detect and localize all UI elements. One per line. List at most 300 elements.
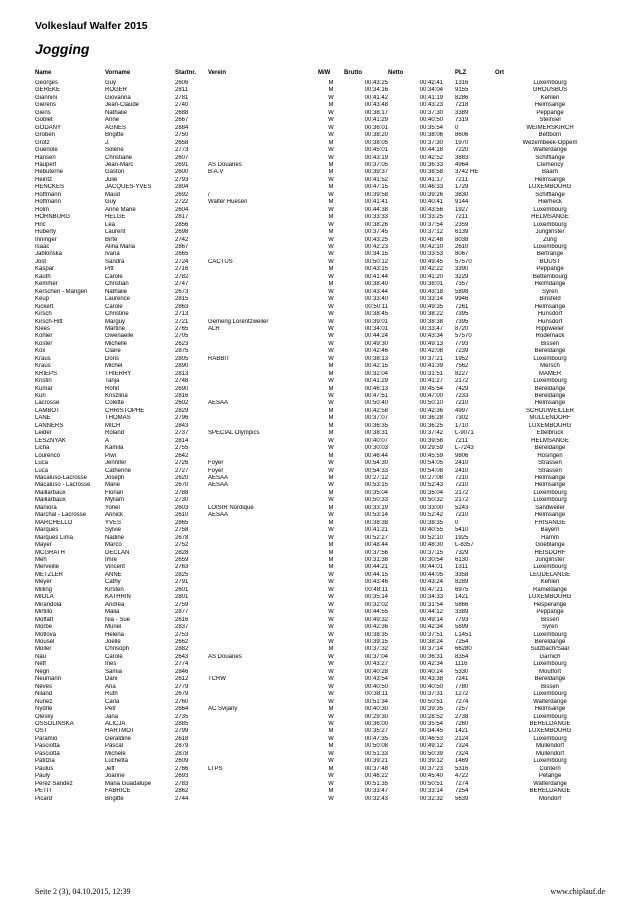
cell-netto: 00:42:41 [419, 80, 443, 86]
table-row [35, 386, 605, 393]
cell-vorname: ALICJA [105, 720, 126, 727]
cell-netto: 00:45:54 [419, 385, 443, 392]
cell-name: Lourenco [35, 452, 61, 459]
cell-brutto: 00:47:15 [364, 184, 388, 191]
cell-startnr: 2643 [175, 653, 189, 660]
table-row [35, 572, 605, 579]
cell-verein [208, 669, 318, 676]
cell-brutto: 00:50:33 [364, 497, 388, 504]
cell-verein [208, 110, 318, 117]
cell-brutto: 00:33:47 [364, 788, 388, 795]
cell-verein [208, 632, 318, 639]
cell-ort: Binsfeld [539, 296, 561, 303]
cell-vorname: Julie [105, 176, 118, 183]
cell-name: Maillarbaux [35, 497, 66, 504]
column-header-netto: Netto [388, 70, 404, 76]
cell-blank [443, 669, 455, 676]
cell-brutto: 00:51:35 [364, 780, 388, 787]
cell-mw: M [328, 788, 334, 795]
cell-ort: Bayern [540, 527, 560, 534]
cell-brutto: 00:37:05 [364, 161, 388, 168]
cell-mw: M [328, 184, 334, 191]
cell-startnr: 2791 [175, 579, 189, 586]
cell-brutto: 00:54:33 [364, 467, 388, 474]
cell-startnr: 2612 [175, 676, 189, 683]
cell-verein: TCRW [208, 676, 226, 683]
cell-ort: Baarn [541, 169, 558, 176]
cell-mw: W [328, 512, 334, 519]
cell-netto: 00:38:06 [419, 132, 443, 139]
column-header-vorname: Vorname [105, 70, 131, 76]
cell-startnr: 2753 [175, 631, 189, 638]
cell-brutto: 00:37:56 [364, 549, 388, 556]
cell-mw: W [328, 303, 334, 310]
cell-brutto: 00:38:31 [364, 430, 388, 437]
cell-name: Macaluso - Lacrosse [35, 482, 91, 489]
cell-startnr: 2726 [175, 460, 189, 467]
cell-blank [443, 348, 455, 355]
cell-name: LANE [35, 415, 51, 422]
cell-blank [443, 400, 455, 407]
cell-netto: 00:34:04 [419, 87, 443, 94]
cell-brutto: 00:40:07 [364, 437, 388, 444]
cell-mw: M [328, 139, 334, 146]
table-row [35, 766, 605, 773]
cell-name: Küri [35, 393, 46, 400]
cell-name: Guenole [35, 147, 58, 154]
cell-plz: 7260 [455, 720, 469, 727]
cell-ort: Schifflange [535, 191, 565, 198]
table-row [35, 438, 605, 445]
cell-startnr: 2698 [175, 229, 189, 236]
cell-startnr: 2825 [175, 571, 189, 578]
cell-vorname: Carole [105, 273, 123, 280]
cell-netto: 00:37:15 [419, 549, 443, 556]
cell-mw: M [328, 161, 334, 168]
table-row [35, 80, 605, 87]
cell-mw: W [328, 236, 334, 243]
column-header-startnr: Startnr. [175, 70, 197, 76]
cell-blank [443, 766, 455, 773]
cell-startnr: 2782 [175, 273, 189, 280]
cell-brutto: 00:43:25 [364, 236, 388, 243]
cell-startnr: 2642 [175, 452, 189, 459]
cell-plz: 5639 [455, 795, 469, 802]
cell-name: Neves [35, 683, 53, 690]
cell-ort: Helmdange [534, 281, 566, 288]
cell-mw: M [328, 489, 334, 496]
cell-netto: 00:34:45 [419, 728, 443, 735]
cell-name: Hoffmann [35, 191, 61, 198]
cell-mw: M [328, 102, 334, 109]
cell-startnr: 2747 [175, 281, 189, 288]
table-row [35, 482, 605, 489]
cell-name: Heintz [35, 176, 53, 183]
cell-netto: 00:52:43 [419, 482, 443, 489]
cell-name: Niland [35, 691, 53, 698]
cell-brutto: 00:52:27 [364, 534, 388, 541]
cell-name: Isaac [35, 243, 50, 250]
cell-brutto: 00:51:33 [364, 750, 388, 757]
cell-name: Neumann [35, 676, 62, 683]
table-row [35, 512, 605, 519]
cell-netto: 00:49:12 [419, 743, 443, 750]
table-row [35, 773, 605, 780]
cell-ort: SCHOUWEILLER [525, 407, 574, 414]
cell-ort: Bereldange [534, 393, 566, 400]
cell-vorname: Malia [105, 609, 120, 616]
cell-startnr: 2665 [175, 251, 189, 258]
cell-plz: 2610 [455, 243, 469, 250]
cell-startnr: 2603 [175, 504, 189, 511]
cell-verein [208, 222, 318, 229]
cell-startnr: 2862 [175, 788, 189, 795]
cell-vorname: Nathalie [105, 288, 128, 295]
cell-brutto: 00:42:15 [364, 363, 388, 370]
cell-verein [208, 393, 318, 400]
cell-brutto: 00:38:45 [364, 311, 388, 318]
cell-netto: 00:37:42 [419, 430, 443, 437]
cell-blank [443, 386, 455, 393]
cell-verein: AC Svijany [208, 706, 238, 713]
cell-startnr: 2766 [175, 765, 189, 772]
cell-verein [208, 438, 318, 445]
cell-mw: W [328, 191, 334, 198]
cell-startnr: 2781 [175, 94, 189, 101]
cell-verein [208, 415, 318, 422]
cell-blank [443, 460, 455, 467]
cell-blank [443, 639, 455, 646]
cell-startnr: 2828 [175, 549, 189, 556]
cell-netto: 00:40:50 [419, 117, 443, 124]
cell-blank [443, 505, 455, 512]
cell-ort: Luxembourg [533, 243, 567, 250]
cell-brutto: 00:38:35 [364, 631, 388, 638]
cell-verein [208, 699, 318, 706]
cell-vorname: FABRICE [105, 788, 131, 795]
table-row [35, 430, 605, 437]
cell-blank [443, 192, 455, 199]
cell-mw: W [328, 713, 334, 720]
cell-mw: W [328, 571, 334, 578]
cell-ort: Helmsange [534, 512, 566, 519]
cell-netto: 00:32:32 [419, 795, 443, 802]
cell-startnr: 2815 [175, 296, 189, 303]
cell-name: Huberty [35, 229, 57, 236]
table-row [35, 274, 605, 281]
cell-brutto: 00:47:35 [364, 735, 388, 742]
cell-ort: Luxembourg [533, 221, 567, 228]
cell-brutto: 00:42:46 [364, 348, 388, 355]
cell-netto: 00:54:05 [419, 460, 443, 467]
cell-netto: 00:42:22 [419, 266, 443, 273]
cell-name: Motlova [35, 631, 57, 638]
cell-blank [443, 475, 455, 482]
cell-mw: W [328, 400, 334, 407]
table-row [35, 244, 605, 251]
cell-startnr: 2765 [175, 325, 189, 332]
cell-brutto: 00:39:01 [364, 318, 388, 325]
cell-verein: / [208, 191, 210, 198]
cell-mw: W [328, 750, 334, 757]
cell-ort: Hosingen [537, 452, 563, 459]
cell-blank [443, 743, 455, 750]
cell-verein [208, 266, 318, 273]
cell-vorname: Joelle [105, 638, 121, 645]
cell-vorname: Andrea [105, 601, 125, 608]
cell-netto: 00:43:34 [419, 333, 443, 340]
cell-brutto: 00:38:13 [364, 355, 388, 362]
cell-vorname: A [105, 437, 110, 444]
cell-vorname: THIERRY [105, 370, 132, 377]
cell-ort: Pétange [538, 773, 562, 780]
table-row [35, 371, 605, 378]
cell-brutto: 00:43:46 [364, 579, 388, 586]
cell-startnr: 2788 [175, 489, 189, 496]
cell-plz: 6139 [455, 229, 469, 236]
cell-ort: Mersch [540, 363, 560, 370]
cell-blank [443, 796, 455, 803]
cell-netto: 00:31:54 [419, 601, 443, 608]
cell-plz: L1451 [455, 631, 472, 638]
cell-vorname: Gaston [105, 169, 125, 176]
cell-verein: AESAA [208, 512, 229, 519]
cell-netto: 00:42:34 [419, 661, 443, 668]
cell-brutto: 00:27:12 [364, 475, 388, 482]
table-row [35, 102, 605, 109]
cell-plz: 1311 [455, 564, 468, 571]
column-header-verein: Verein [208, 70, 227, 76]
cell-vorname: Maria Guadalupe [105, 780, 152, 787]
cell-ort: Luxembourg [533, 489, 567, 496]
cell-netto: 00:46:53 [419, 735, 443, 742]
cell-mw: W [328, 467, 334, 474]
cell-startnr: 2796 [175, 415, 189, 422]
cell-startnr: 2690 [175, 385, 189, 392]
cell-mw: M [328, 430, 334, 437]
cell-brutto: 00:38:26 [364, 221, 388, 228]
table-row [35, 445, 605, 452]
table-row [35, 415, 605, 422]
cell-ort: Helmsange [534, 475, 566, 482]
cell-mw: W [328, 676, 334, 683]
cell-verein [208, 102, 318, 109]
cell-blank [443, 80, 455, 87]
table-row [35, 751, 605, 758]
cell-vorname: Michelle [105, 340, 128, 347]
table-row [35, 654, 605, 661]
cell-blank [443, 445, 455, 452]
cell-brutto: 00:51:34 [364, 698, 388, 705]
cell-blank [443, 378, 455, 385]
cell-netto: 00:39:26 [419, 191, 443, 198]
table-row [35, 781, 605, 788]
cell-startnr: 2752 [175, 542, 189, 549]
cell-ort: Rippweiler [535, 325, 564, 332]
cell-brutto: 00:41:29 [364, 378, 388, 385]
cell-blank [443, 408, 455, 415]
cell-brutto: 00:38:38 [364, 519, 388, 526]
cell-startnr: 2740 [175, 102, 189, 109]
table-row [35, 259, 605, 266]
cell-startnr: 2843 [175, 422, 189, 429]
cell-plz: 7274 [455, 698, 469, 705]
cell-name: Kickert [35, 303, 54, 310]
cell-verein [208, 490, 318, 497]
cell-vorname: Nadine [105, 534, 125, 541]
cell-name: Jablonska [35, 251, 63, 258]
cell-blank [443, 579, 455, 586]
cell-mw: W [328, 668, 334, 675]
cell-vorname: KATHRIN [105, 594, 131, 601]
cell-netto: 00:37:12 [419, 229, 443, 236]
cell-brutto: 00:37:32 [364, 646, 388, 653]
cell-startnr: 2863 [175, 303, 189, 310]
cell-blank [443, 311, 455, 318]
cell-blank [443, 259, 455, 266]
column-header-blank [443, 70, 455, 80]
table-row [35, 229, 605, 236]
cell-brutto: 00:33:19 [364, 504, 388, 511]
cell-ort: Luxembourg [533, 497, 567, 504]
cell-ort: Walferdange [533, 698, 567, 705]
cell-plz: L-7243 [455, 445, 474, 452]
cell-plz: 0 [455, 124, 459, 131]
cell-blank [443, 333, 455, 340]
cell-plz: 1272 [455, 691, 469, 698]
cell-mw: W [328, 720, 334, 727]
cell-ort: Bissen [540, 683, 559, 690]
cell-blank [443, 341, 455, 348]
cell-name: Negri [35, 668, 50, 675]
cell-mw: W [328, 378, 334, 385]
cell-netto: 00:36:33 [419, 161, 443, 168]
cell-verein [208, 587, 318, 594]
cell-verein [208, 341, 318, 348]
cell-startnr: 2760 [175, 698, 189, 705]
cell-name: METZLER [35, 571, 64, 578]
cell-mw: M [328, 519, 334, 526]
cell-verein [208, 572, 318, 579]
table-row [35, 579, 605, 586]
cell-ort: Luxembourg [533, 80, 567, 86]
table-row [35, 505, 605, 512]
cell-netto: 00:49:13 [419, 340, 443, 347]
cell-plz: 7395 [455, 311, 469, 318]
cell-netto: 00:44:05 [419, 571, 443, 578]
cell-ort: Luxembourg [533, 631, 567, 638]
cell-plz: 9155 [455, 87, 469, 94]
table-row [35, 319, 605, 326]
cell-blank [443, 468, 455, 475]
cell-brutto: 00:50:40 [364, 400, 388, 407]
cell-vorname: Doris [105, 355, 120, 362]
cell-name: Gierens [35, 102, 57, 109]
cell-blank [443, 527, 455, 534]
cell-netto: 00:37:21 [419, 355, 443, 362]
cell-verein [208, 408, 318, 415]
cell-brutto: 00:46:44 [364, 452, 388, 459]
cell-vorname: Michel [105, 363, 123, 370]
table-row [35, 550, 605, 557]
cell-startnr: 2801 [175, 594, 189, 601]
cell-startnr: 2742 [175, 236, 189, 243]
cell-brutto: 00:43:19 [364, 154, 388, 161]
cell-brutto: 00:49:30 [364, 340, 388, 347]
cell-netto: 00:37:23 [419, 765, 443, 772]
cell-netto: 00:33:14 [419, 788, 443, 795]
cell-vorname: Luchetta [105, 758, 129, 765]
cell-ort: Goeblange [535, 542, 565, 549]
cell-name: Pasciotta [35, 750, 60, 757]
cell-blank [443, 423, 455, 430]
cell-ort: Bettembourg [532, 273, 568, 280]
cell-verein [208, 274, 318, 281]
cell-plz: 5316 [455, 765, 469, 772]
table-row [35, 110, 605, 117]
cell-mw: W [328, 437, 334, 444]
cell-name: Hebuterne [35, 169, 64, 176]
cell-startnr: 2735 [175, 713, 189, 720]
cell-netto: 00:41:20 [419, 273, 443, 280]
cell-startnr: 2620 [175, 475, 189, 482]
cell-ort: Helmsange [534, 400, 566, 407]
cell-plz: 7241 [455, 676, 469, 683]
cell-name: GEREKE [35, 87, 61, 94]
cell-verein [208, 125, 318, 132]
cell-name: Hric [35, 221, 46, 228]
cell-verein [208, 311, 318, 318]
table-row [35, 378, 605, 385]
cell-verein [208, 386, 318, 393]
cell-netto: 00:49:35 [419, 303, 443, 310]
cell-plz: 7329 [455, 549, 469, 556]
cell-plz: 7220 [455, 147, 469, 154]
cell-ort: Bereldange [534, 445, 566, 452]
cell-verein [208, 147, 318, 154]
cell-mw: W [328, 482, 334, 489]
cell-brutto: 00:43:48 [364, 102, 388, 109]
cell-vorname: Roland [105, 430, 125, 437]
cell-netto: 00:37:31 [419, 691, 443, 698]
cell-verein [208, 736, 318, 743]
cell-netto: 00:49:14 [419, 616, 443, 623]
cell-verein [208, 95, 318, 102]
cell-startnr: 2804 [175, 184, 189, 191]
cell-blank [443, 520, 455, 527]
cell-netto: 00:39:35 [419, 706, 443, 713]
cell-name: Licha [35, 445, 50, 452]
cell-ort: Luxembourg [533, 378, 567, 385]
cell-name: Kumar [35, 385, 53, 392]
cell-startnr: 2722 [175, 199, 189, 206]
cell-name: Nydrle [35, 706, 53, 713]
cell-netto: 00:41:19 [419, 94, 443, 101]
cell-vorname: Anne [105, 117, 120, 124]
cell-brutto: 00:34:01 [364, 325, 388, 332]
cell-startnr: 2878 [175, 750, 189, 757]
table-row [35, 788, 605, 795]
table-body [35, 80, 605, 803]
cell-brutto: 00:40:30 [364, 706, 388, 713]
cell-blank [443, 199, 455, 206]
cell-verein [208, 728, 318, 735]
table-row [35, 95, 605, 102]
cell-startnr: 2604 [175, 206, 189, 213]
cell-plz: 7218 [455, 102, 469, 109]
table-row [35, 408, 605, 415]
cell-name: MARCHELLO [35, 519, 73, 526]
